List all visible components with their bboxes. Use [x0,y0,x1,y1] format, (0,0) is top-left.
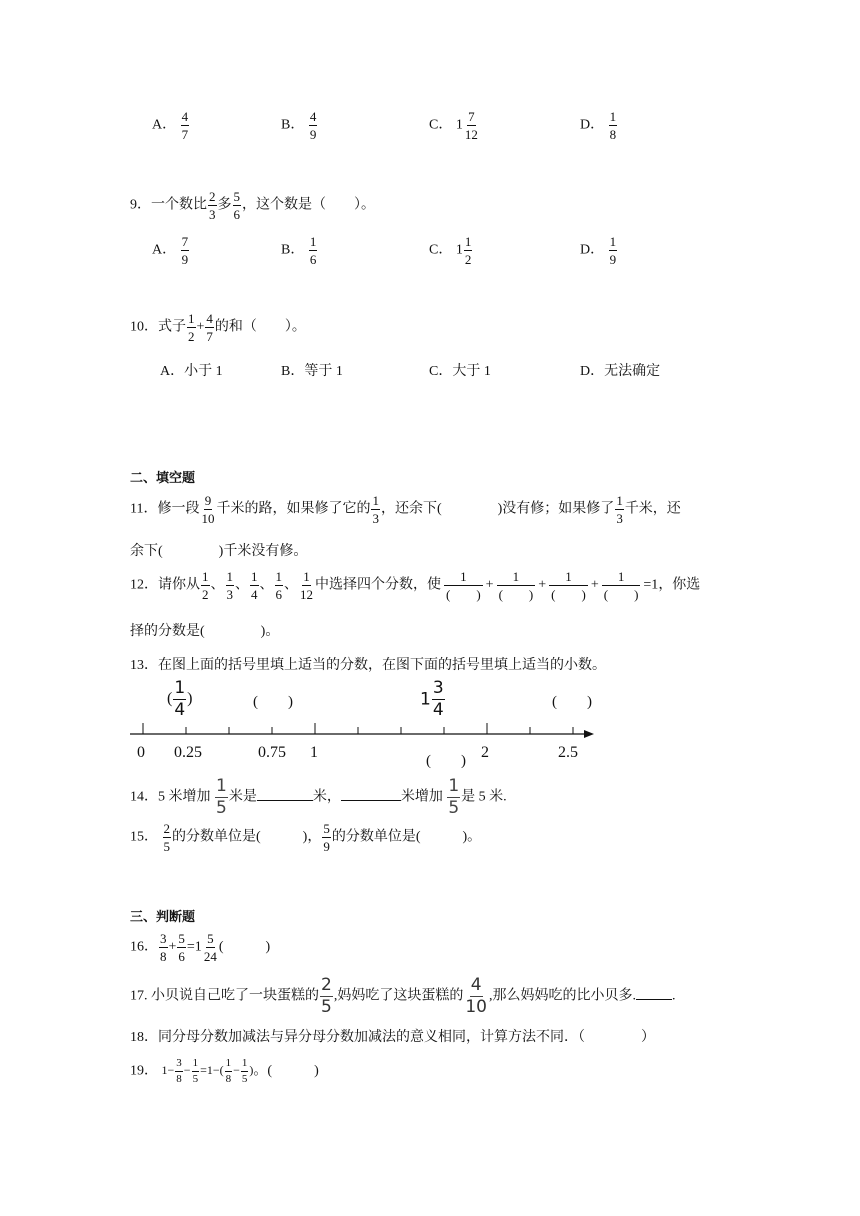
question-number: 19． [130,1063,158,1079]
question-text: 米增加 [400,789,443,805]
denominator: 9 [309,127,317,142]
fraction [447,778,460,817]
nl-label-1: 1 [310,744,318,761]
denominator: 6 [309,252,317,267]
question-number: 9． [130,197,151,213]
fraction [464,977,488,1016]
denominator: 5 [241,1073,248,1085]
option-letter: D． [580,242,605,258]
denominator: 2 [202,587,209,602]
paren: ( [167,690,173,708]
question-text: 5 米增加 [158,789,211,805]
fraction [163,822,172,853]
question-number: 14． [130,789,158,805]
minus-sign: − [167,1063,175,1078]
numerator: 3 [175,1058,183,1072]
numerator: 1 [225,1058,233,1072]
question-number: 10． [130,319,158,335]
question-text: ，这个数是（ ）。 [242,197,375,213]
denominator: 5 [192,1073,199,1085]
option-letter: D． [580,117,605,133]
numerator: 1 [251,569,258,584]
q10-option-b[interactable]: B．等于 1 [281,364,343,379]
numerator: 5 [233,189,240,204]
denominator: 3 [616,511,623,526]
question-text: 米是 [228,789,257,805]
question-number: 11． [130,501,158,517]
paren: ) [249,1063,254,1078]
q19-stem [130,1058,319,1085]
q10-option-d[interactable]: D．无法确定 [580,364,661,379]
numerator: 2 [321,975,332,995]
separator: 、 [259,577,274,593]
nl-label-0-25: 0.25 [174,744,202,761]
option-letter: B． [281,242,305,258]
denominator: 4 [174,700,186,720]
numerator: 9 [204,493,212,508]
denominator: 6 [275,587,282,602]
numerator: 1 [609,109,617,124]
whole-part: 1 [420,689,431,710]
numerator: 1 [188,311,195,326]
q18-stem[interactable] [130,1026,655,1046]
numerator: 1 [309,234,317,249]
denominator: 6 [178,949,185,964]
fraction [241,1058,249,1085]
answer-blank[interactable] [257,799,313,801]
equals-one: =1 [186,939,202,955]
minus-sign: − [183,1063,191,1078]
denominator: 2 [188,329,195,344]
denominator: 7 [181,127,189,142]
separator: 、 [210,577,225,593]
numerator: 5 [207,931,214,946]
numerator: 7 [181,234,189,249]
q10-option-a[interactable]: A．小于 1 [160,364,223,379]
numerator: 1 [192,1058,200,1072]
question-number: 12． [130,577,158,593]
nl-above-blank-4[interactable]: ( ) [552,694,592,710]
q15-stem [130,822,481,853]
plus-sign: + [590,577,599,593]
whole-part: 1 [455,117,463,133]
answer-parens[interactable]: 。( ) [253,1063,319,1079]
answer-blank[interactable] [636,998,672,1000]
question-text: 的和（ ）。 [214,319,306,335]
numerator: 1 [616,493,623,508]
question-number: 15． [130,829,158,845]
fraction [322,822,331,853]
numerator: 1 [202,569,209,584]
q11-line2[interactable]: 余下( )千米没有修。 [130,544,308,559]
separator: 、 [235,577,249,593]
numerator: 1 [372,493,379,508]
question-text: 中选择四个分数，使 [315,577,441,593]
denominator: 5 [448,798,460,818]
denominator: 24 [203,949,217,964]
question-text: 的分数单位是( )。 [331,829,482,845]
denominator: 8 [176,1073,182,1085]
question-text: 是 5 米. [461,789,507,805]
plus-sign: + [168,939,177,955]
denominator-blank[interactable]: ( ) [603,587,639,602]
numerator: 2 [163,821,170,836]
section-heading-fill-in: 二、填空题 [130,471,196,486]
fraction [159,932,168,963]
numerator: 1 [275,569,282,584]
q12-line2[interactable]: 择的分数是( )。 [130,624,280,639]
question-text: 修一段 [157,501,200,517]
numerator: 1 [464,234,472,249]
denominator: 2 [464,252,472,267]
q16-stem [130,932,270,963]
numerator: 1 [226,569,233,584]
denominator: 5 [216,798,227,818]
nl-below-blank[interactable]: ( ) [426,753,466,769]
nl-label-2-5: 2.5 [558,744,578,761]
numerator: 1 [241,1058,249,1072]
axis-arrowhead [584,730,594,738]
question-text: 千米的路，如果修了它的 [216,501,371,517]
axis-ticks [143,723,573,734]
question-text: ,那么妈妈吃的比小贝多. [488,988,636,1004]
numerator: 4 [309,109,317,124]
question-number: 13． [130,658,158,673]
question-text: 请你从 [158,577,200,593]
numerator: 3 [432,678,444,698]
paren: ( [219,1063,224,1078]
fraction [192,1058,200,1085]
denominator: 12 [300,587,313,602]
question-text: 米， [312,789,341,805]
denominator: 3 [226,587,233,602]
nl-label-2: 2 [481,744,489,761]
fraction [177,932,186,963]
denominator-blank[interactable]: ( ) [446,587,481,602]
denominator: 9 [609,252,617,267]
denominator-blank[interactable]: ( ) [551,587,586,602]
separator: 、 [284,577,298,593]
denominator: 7 [206,329,213,344]
equals-one: =1 [643,577,659,593]
numerator: 3 [160,931,167,946]
question-text: 同分母分数加减法与异分母分数加减法的意义相同，计算方法不同．（ ） [158,1030,655,1045]
fraction [215,778,228,817]
denominator: 5 [321,997,332,1017]
numerator: 1 [602,570,641,586]
denominator: 4 [432,700,444,720]
fraction [175,1058,183,1085]
denominator: 10 [465,997,487,1017]
option-letter: A． [152,117,177,133]
question-text: 式子 [158,319,186,335]
denominator: 3 [209,207,216,222]
question-number: 18． [130,1030,158,1045]
numerator: 4 [181,109,189,124]
numerator: 1 [609,234,617,249]
number-one: 1 [161,1063,168,1078]
numerator: 1 [216,776,227,796]
section-heading-true-false: 三、判断题 [130,910,196,925]
numerator: 4 [470,975,482,995]
nl-label-0-75: 0.75 [258,744,286,761]
option-letter: C． [429,117,453,133]
numerator: 5 [323,821,330,836]
whole-part: 1 [455,242,463,258]
numerator: 1 [497,570,536,586]
minus-sign: − [233,1063,240,1078]
equals-one: =1 [200,1063,213,1078]
nl-above-blank-2[interactable]: ( ) [253,694,293,710]
denominator: 8 [160,949,167,964]
denominator: 5 [163,839,170,854]
plus-sign: + [196,319,205,335]
paren: ) [187,690,193,708]
option-letter: A． [152,242,177,258]
denominator: 8 [609,127,617,142]
numerator: 1 [174,678,186,698]
denominator: 4 [251,587,258,602]
option-letter: C． [429,242,453,258]
denominator-blank[interactable]: ( ) [498,587,534,602]
numerator: 2 [209,189,216,204]
nl-label-0: 0 [137,744,145,761]
expression [161,1057,254,1085]
question-text: ,妈妈吃了这块蛋糕的 [333,988,464,1004]
numerator: 1 [448,776,460,796]
option-letter: B． [281,117,305,133]
answer-blank[interactable] [341,799,401,801]
numerator: 1 [549,570,588,586]
fraction [225,1058,233,1085]
q17-stem [130,977,675,1016]
question-number: 16． [130,939,158,955]
numerator: 1 [303,569,310,584]
denominator: 9 [181,252,189,267]
question-text: 17. 小贝说自己吃了一块蛋糕的 [130,988,319,1004]
minus-sign: − [212,1063,220,1078]
plus-sign: + [538,577,547,593]
question-text: 一个数比 [151,197,207,213]
numerator: 7 [468,109,475,124]
numerator: 5 [178,931,185,946]
numerator: 1 [444,570,483,586]
question-text: 千米，还 [624,501,681,517]
plus-sign: + [485,577,494,593]
question-text: 的分数单位是( )， [172,829,322,845]
fraction [320,977,333,1016]
q10-option-c[interactable]: C．大于 1 [429,364,491,379]
denominator: 3 [372,511,379,526]
question-text: 多 [217,197,232,213]
numerator: 4 [206,311,213,326]
answer-parens[interactable]: ( ) [218,939,271,955]
denominator: 6 [233,207,240,222]
denominator: 8 [225,1073,232,1085]
question-text: 在图上面的括号里填上适当的分数，在图下面的括号里填上适当的小数。 [158,658,606,673]
denominator: 9 [323,839,330,854]
fraction [203,932,218,963]
period: . [671,988,676,1004]
question-text: ，还余下( )没有修；如果修了 [380,501,615,517]
denominator: 12 [464,127,478,142]
question-text: ，你选 [658,577,701,593]
q14-stem [130,778,507,817]
denominator: 10 [201,511,215,526]
